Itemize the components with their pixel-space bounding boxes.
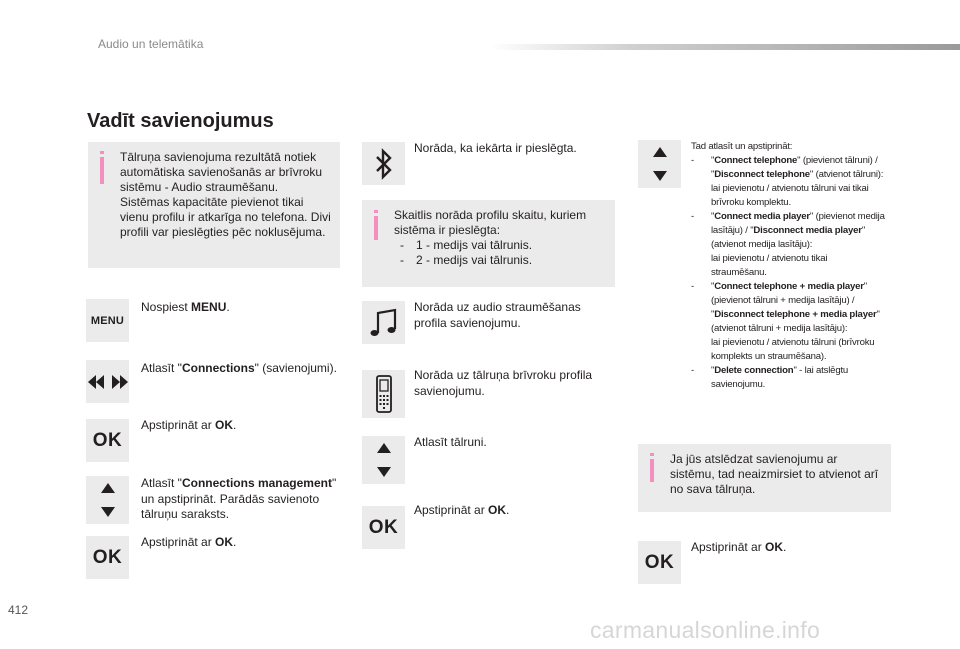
info-box-profile-count [362, 200, 615, 287]
menu-button-label: MENU [90, 314, 125, 327]
info-text-profiles: Tālruņa savienojuma rezultātā notiek automātiska savienošanās ar brīvroku sistēmu - Audio straumēšanu. Sistēmas kapacitāte pievienot tikai vienu profilu ir atkarīga no telefona. Divi profili var pieslēgties pēc noklusējuma. [120, 150, 331, 239]
bluetooth-indicator [362, 142, 405, 185]
list-item: - "Connect media player" (pievienot medija lasītāju) / "Disconnect media player" (atvienot medija lasītāju): lai pievienotu / atvienotu tikai straumēšanu. [691, 211, 885, 278]
page-number: 412 [8, 603, 29, 617]
menu-button[interactable] [86, 299, 129, 342]
page-title: Vadīt savienojumus [87, 110, 274, 132]
step-select-management: Atlasīt "Connections management" un apstiprināt. Parādās savienoto tālruņu saraksts. [141, 476, 337, 521]
watermark: carmanualsonline.info [590, 617, 821, 643]
info-box-profiles [88, 142, 340, 268]
list-item: - "Connect telephone" (pievienot tālruni) / "Disconnect telephone" (atvienot tālruni): lai pievienotu / atvienotu tālruni vai tikai brīvroku komplektu. [691, 155, 884, 208]
header-bar [490, 44, 960, 50]
info-icon [374, 210, 378, 240]
info-box-reconnect [638, 444, 891, 512]
audio-description: Norāda uz audio straumēšanas profila savienojumu. [414, 300, 581, 330]
section-title: Audio un telemātika [98, 37, 204, 51]
left-right-arrows-icon [88, 374, 128, 390]
step-confirm-1: Apstiprināt ar OK. [141, 418, 237, 432]
up-down-arrows-icon [376, 442, 392, 478]
up-down-arrows-icon [652, 146, 668, 182]
up-down-arrows-icon [100, 482, 116, 518]
ok-button-label: OK [368, 516, 399, 538]
bluetooth-description: Norāda, ka iekārta ir pieslēgta. [414, 141, 577, 155]
step-confirm-2: Apstiprināt ar OK. [141, 535, 237, 549]
audio-indicator [362, 301, 405, 344]
arrows-up-down-button-1[interactable] [86, 476, 129, 524]
arrows-up-down-button-2[interactable] [362, 436, 405, 484]
step-confirm-4: Apstiprināt ar OK. [691, 540, 787, 554]
ok-button-label: OK [92, 546, 123, 568]
options-intro: Tad atlasīt un apstiprināt: [691, 141, 793, 152]
ok-button-3[interactable] [362, 506, 405, 549]
step-select-connections: Atlasīt "Connections" (savienojumi). [141, 361, 337, 375]
step-select-phone: Atlasīt tālruni. [414, 435, 487, 449]
info-icon [650, 453, 654, 482]
step-press-menu: Nospiest MENU. [141, 300, 230, 314]
info-icon [100, 151, 104, 184]
list-item: - "Delete connection" - lai atslēgtu savienojumu. [691, 365, 849, 390]
step-confirm-3: Apstiprināt ar OK. [414, 503, 510, 517]
list-item: - "Connect telephone + media player" (pievienot tālruni + medija lasītāju) / "Disconnect telephone + media player" (atvienot tālruni + medija lasītāju): lai pievienotu / atvienotu tālruni (brīvroku komplekts un straumēšana). [691, 281, 880, 362]
info-text-profile-count: Skaitlis norāda profilu skaitu, kuriem sistēma ir pieslēgta: - 1 - medijs vai tālrunis. - 2 - medijs vai tālrunis. [394, 208, 612, 268]
connection-options [691, 140, 896, 392]
arrows-up-down-button-3[interactable] [638, 140, 681, 188]
ok-button-2[interactable] [86, 536, 129, 579]
handsfree-description: Norāda uz tālruņa brīvroku profila savienojumu. [414, 368, 593, 398]
ok-button-label: OK [644, 551, 675, 573]
list-item: - 1 - medijs vai tālrunis. [400, 238, 533, 252]
arrows-left-right-button[interactable] [86, 360, 129, 403]
ok-button-4[interactable] [638, 541, 681, 584]
ok-button-label: OK [92, 429, 123, 451]
list-item: - 2 - medijs vai tālrunis. [400, 253, 533, 267]
music-note-icon [368, 307, 400, 339]
mobile-phone-icon [374, 375, 394, 413]
info-text-reconnect: Ja jūs atslēdzat savienojumu ar sistēmu, tad neaizmirsiet to atvienot arī no sava tālruņa. [670, 452, 879, 496]
handsfree-indicator [362, 370, 405, 418]
ok-button-1[interactable] [86, 419, 129, 462]
bluetooth-icon [374, 148, 394, 180]
